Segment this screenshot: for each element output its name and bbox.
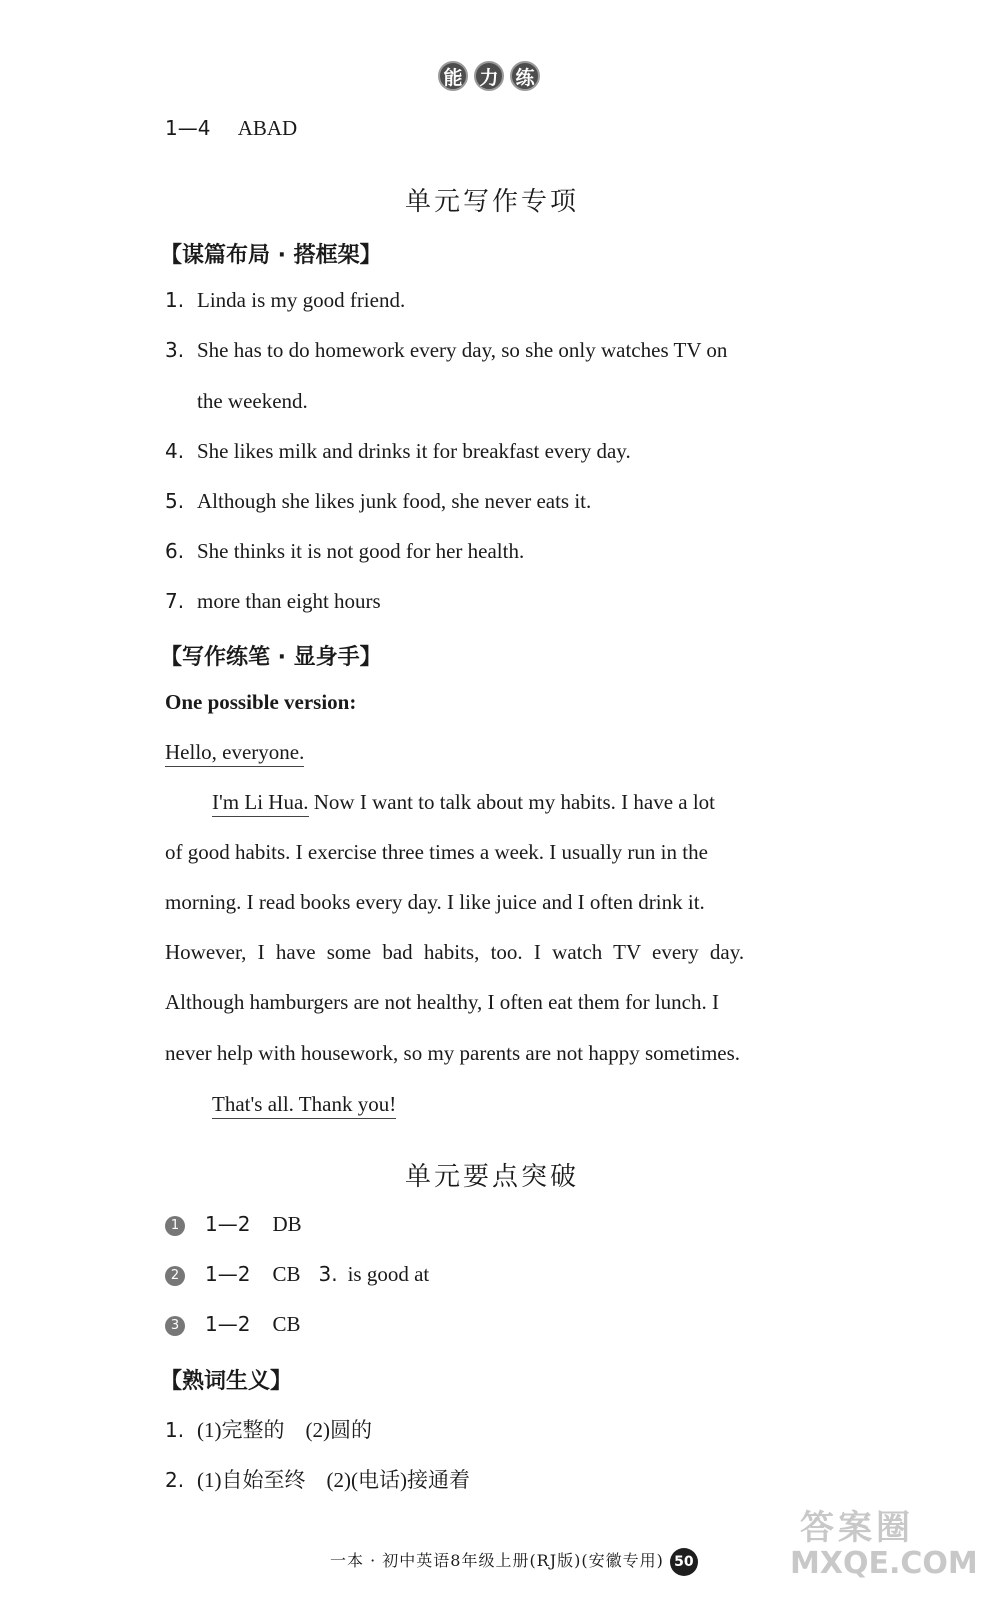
essay-greeting: Hello, everyone. (165, 740, 304, 765)
watermark-url: MXQE.COM (790, 1546, 978, 1581)
list-item: 5. Although she likes junk food, she never eats it. (165, 489, 592, 513)
badge-char: 力 (474, 61, 504, 91)
list-item-continuation: the weekend. (197, 389, 308, 413)
list-item: 3. She has to do homework every day, so she only watches TV on (165, 338, 728, 362)
watermark-logo: 答案圈 (800, 1508, 914, 1548)
list-item: 7. more than eight hours (165, 589, 381, 613)
essay-line: Although hamburgers are not healthy, I often eat them for lunch. I (165, 990, 719, 1014)
footer-text: 一本 · 初中英语8年级上册(RJ版)(安徽专用) (330, 1551, 664, 1570)
list-item: 1. Linda is my good friend. (165, 288, 406, 312)
essay-closing: That's all. Thank you! (212, 1092, 396, 1117)
answer-row: 2 1—2 CB 3. is good at (165, 1262, 429, 1287)
essay-line: of good habits. I exercise three times a week. I usually run in the (165, 840, 708, 864)
essay-line: morning. I read books every day. I like juice and I often drink it. (165, 890, 705, 914)
version-label: One possible version: (165, 690, 357, 714)
section-title-key-points: 单元要点突破 (405, 1162, 580, 1192)
vocab-heading: 【熟词生义】 (160, 1369, 293, 1394)
number-circle-icon: 2 (165, 1266, 185, 1286)
essay-line: never help with housework, so my parents are not happy sometimes. (165, 1041, 741, 1065)
badge-char: 练 (510, 61, 540, 91)
vocab-item: 2. (1)自始至终 (2)(电话)接通着 (165, 1468, 470, 1492)
page-number: 50 (670, 1548, 698, 1576)
answer-row: 3 1—2 CB (165, 1312, 300, 1337)
page-footer (330, 1548, 698, 1576)
number-circle-icon: 3 (165, 1316, 185, 1336)
badge-char: 能 (438, 61, 468, 91)
section-badges (438, 61, 540, 91)
section-title-writing: 单元写作专项 (405, 187, 580, 217)
answer-range: 1—4 (165, 116, 211, 140)
practice-heading: 【写作练笔 · 显身手】 (160, 645, 382, 670)
essay-line: However, I have some bad habits, too. I watch TV every day. (165, 940, 745, 964)
ability-answer-line (165, 116, 297, 141)
answer-letters: ABAD (237, 116, 298, 140)
essay-line: I'm Li Hua. Now I want to talk about my habits. I have a lot (212, 790, 715, 815)
number-circle-icon: 1 (165, 1216, 185, 1236)
framework-heading: 【谋篇布局 · 搭框架】 (160, 243, 382, 268)
answer-row: 1 1—2 DB (165, 1212, 302, 1237)
vocab-item: 1. (1)完整的 (2)圆的 (165, 1418, 372, 1442)
list-item: 4. She likes milk and drinks it for breakfast every day. (165, 439, 631, 463)
list-item: 6. She thinks it is not good for her health. (165, 539, 525, 563)
